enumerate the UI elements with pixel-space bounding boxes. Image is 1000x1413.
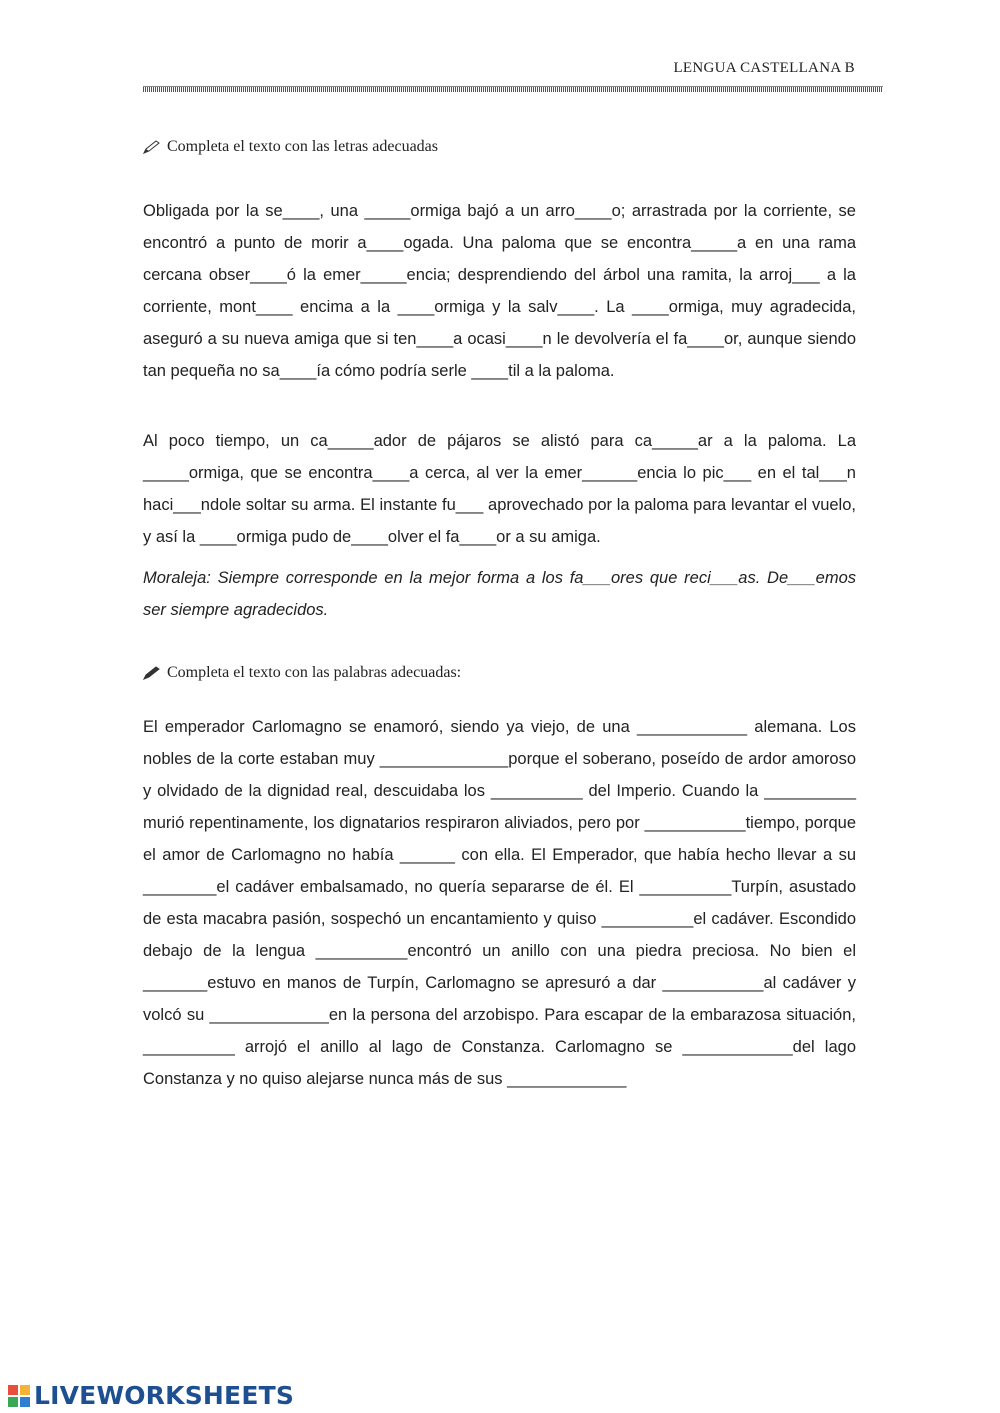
carlomagno-paragraph: El emperador Carlomagno se enamoró, siendo ya viejo, de una ____________ alemana. Los nobles de la corte estaban muy ______________porque el soberano, poseído de ardor amoroso y olvidado de la dignidad real, descuidaba los __________ del Imperio. Cuando la __________ murió repentinamente, los dignatarios respiraron aliviados, pero por ___________tiempo, porque el amor de Carlomagno no había ______ con ella. El Emperador, que había hecho llevar a su ________el cadáver embalsamado, no quería separarse de él. El __________Turpín, asustado de esta macabra pasión, sospechó un encantamiento y quiso __________el cadáver. Escondido debajo de la lengua __________encontró un anillo con una piedra preciosa. No bien el _______estuvo en manos de Turpín, Carlomagno se apresuró a dar ___________al cadáver y volcó su _____________en la persona del arzobispo. Para escapar de la embarazosa situación, __________ arrojó el anillo al lago de Constanza. Carlomagno se ____________del lago Constanza y no quiso alejarse nunca más de sus _____________ bbox=[143, 718, 856, 1088]
instruction-words-text: Completa el texto con las palabras adecuadas: bbox=[167, 664, 462, 681]
header-title: LENGUA CASTELLANA B bbox=[673, 60, 855, 76]
liveworksheets-logo[interactable] bbox=[8, 1381, 294, 1410]
story-paragraph-2: Al poco tiempo, un ca_____ador de pájaros se alistó para ca_____ar a la paloma. La _____ormiga, que se encontra____a cerca, al ver la emer______encia lo pic___ en el tal___n haci___ndole soltar su arma. El instante fu___ aprovechado por la paloma para levantar el vuelo, y así la ____ormiga pudo de____olver el fa____or a su amiga. bbox=[143, 432, 856, 546]
logo-text: LIVEWORKSHEETS bbox=[34, 1381, 295, 1410]
header-divider bbox=[143, 86, 883, 92]
liveworksheets-logo-icon bbox=[8, 1385, 30, 1407]
instruction-letters-text: Completa el texto con las letras adecuadas bbox=[167, 138, 439, 155]
instruction-words bbox=[143, 664, 461, 682]
instruction-letters bbox=[143, 138, 438, 156]
pencil-icon bbox=[143, 140, 161, 154]
story-moral: Moraleja: Siempre corresponde en la mejor forma a los fa___ores que reci___as. De___emos ser siempre agradecidos. bbox=[143, 569, 856, 619]
pencil-icon bbox=[143, 666, 161, 680]
story-paragraph-1: Obligada por la se____, una _____ormiga bajó a un arro____o; arrastrada por la corriente, se encontró a punto de morir a____ogada. Una paloma que se encontra_____a en una rama cercana obser____ó la emer_____encia; desprendiendo del árbol una ramita, la arroj___ a la corriente, mont____ encima a la ____ormiga y la salv____. La ____ormiga, muy agradecida, aseguró a su nueva amiga que si ten____a ocasi____n le devolvería el fa____or, aunque siendo tan pequeña no sa____ía cómo podría serle ____til a la paloma. bbox=[143, 202, 856, 380]
